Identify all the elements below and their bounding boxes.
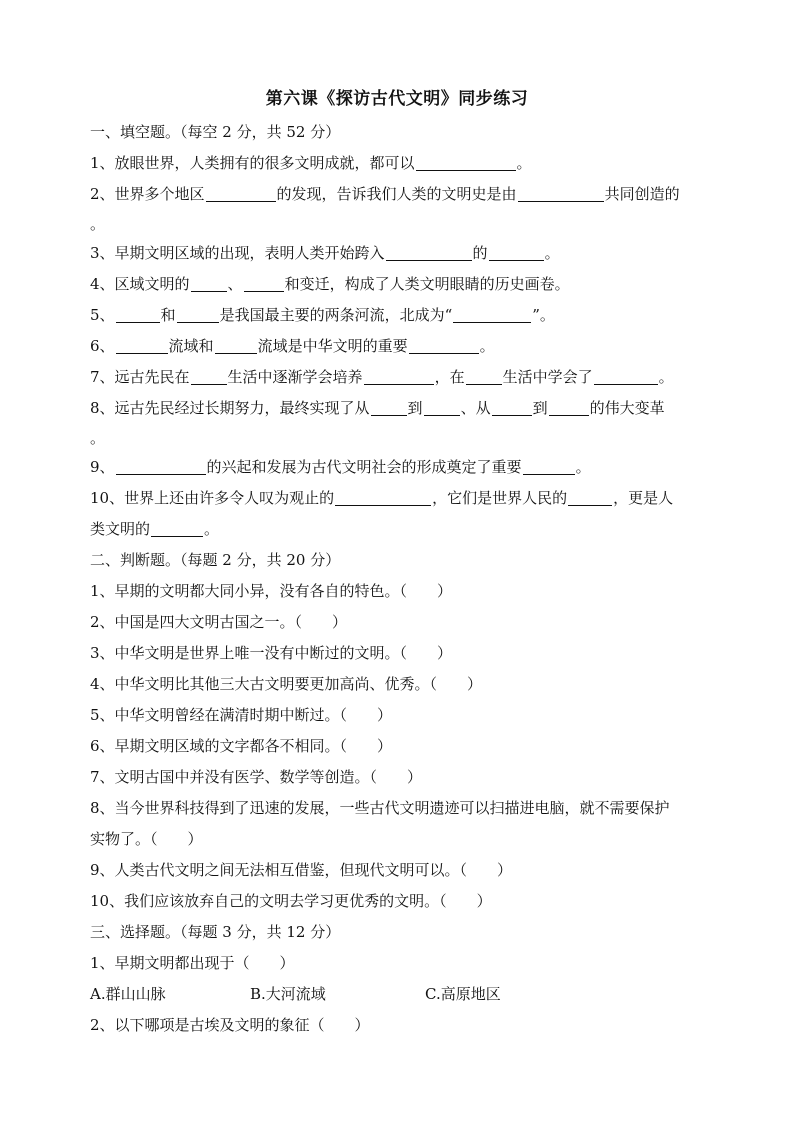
blank[interactable] [206, 186, 276, 202]
blank[interactable] [594, 369, 658, 385]
judge-question-5: 5、中华文明曾经在满清时期中断过。（ ） [90, 706, 393, 724]
judge-question-8-cont: 实物了。（ ） [90, 830, 203, 848]
fill-question-2: 2、世界多个地区 的发现，告诉我们人类的文明史是由 共同创造的 [90, 185, 680, 203]
judge-question-3: 3、中华文明是世界上唯一没有中断过的文明。（ ） [90, 644, 453, 662]
choice-question-1-options [90, 979, 708, 1010]
fill-question-10-cont: 类文明的 。 [90, 520, 220, 538]
fill-question-6: 6、 流域和 流域是中华文明的重要 。 [90, 337, 495, 355]
option-b[interactable]: B.大河流域 [250, 985, 326, 1003]
blank[interactable] [489, 245, 544, 261]
option-a[interactable]: A.群山山脉 [90, 985, 166, 1003]
blank[interactable] [335, 490, 431, 506]
fill-question-8: 8、远古先民经过长期努力，最终实现了从 到 、从 到 的伟大变革 [90, 399, 665, 417]
fill-question-1: 1、放眼世界，人类拥有的很多文明成就，都可以 。 [90, 154, 532, 172]
blank[interactable] [244, 276, 284, 292]
blank[interactable] [151, 521, 203, 537]
fill-question-3: 3、早期文明区域的出现，表明人类开始跨入 的 。 [90, 244, 560, 262]
blank[interactable] [364, 369, 434, 385]
blank[interactable] [409, 338, 479, 354]
fill-question-7: 7、远古先民在 生活中逐渐学会培养 ，在 生活中学会了 。 [90, 368, 674, 386]
blank[interactable] [518, 186, 604, 202]
judge-question-6: 6、早期文明区域的文字都各不相同。（ ） [90, 737, 393, 755]
section-heading-fill-blank: 一、填空题。（每空 2 分，共 52 分） [90, 123, 341, 141]
judge-question-9: 9、人类古代文明之间无法相互借鉴，但现代文明可以。（ ） [90, 861, 513, 879]
judge-question-8: 8、当今世界科技得到了迅速的发展，一些古代文明遗迹可以扫描进电脑，就不需要保护 [90, 799, 670, 817]
blank[interactable] [466, 369, 502, 385]
fill-question-2-end: 。 [90, 215, 106, 233]
judge-question-4: 4、中华文明比其他三大古文明要更加高尚、优秀。（ ） [90, 675, 483, 693]
blank[interactable] [386, 245, 472, 261]
blank[interactable] [116, 338, 168, 354]
blank[interactable] [416, 155, 516, 171]
fill-question-9: 9、 的兴起和发展为古代文明社会的形成奠定了重要 。 [90, 458, 591, 476]
blank[interactable] [116, 459, 206, 475]
judge-question-2: 2、中国是四大文明古国之一。（ ） [90, 613, 348, 631]
blank[interactable] [191, 276, 227, 292]
blank[interactable] [492, 400, 532, 416]
fill-question-5: 5、 和 是我国最主要的两条河流，北成为“ ”。 [90, 306, 555, 324]
blank[interactable] [453, 307, 531, 323]
blank[interactable] [191, 369, 227, 385]
judge-question-7: 7、文明古国中并没有医学、数学等创造。（ ） [90, 768, 423, 786]
fill-question-8-end: 。 [90, 429, 106, 447]
section-heading-multiple-choice: 三、选择题。（每题 3 分，共 12 分） [90, 923, 341, 941]
blank[interactable] [116, 307, 160, 323]
blank[interactable] [523, 459, 575, 475]
blank[interactable] [177, 307, 219, 323]
judge-question-10: 10、我们应该放弃自己的文明去学习更优秀的文明。（ ） [90, 892, 492, 910]
option-c[interactable]: C.高原地区 [425, 985, 501, 1003]
page-title: 第六课《探访古代文明》同步练习 [265, 89, 529, 109]
blank[interactable] [568, 490, 612, 506]
choice-question-2: 2、以下哪项是古埃及文明的象征（ ） [90, 1016, 370, 1034]
blank[interactable] [371, 400, 407, 416]
blank[interactable] [424, 400, 460, 416]
blank[interactable] [215, 338, 257, 354]
judge-question-1: 1、早期的文明都大同小异，没有各自的特色。（ ） [90, 582, 453, 600]
section-heading-true-false: 二、判断题。（每题 2 分，共 20 分） [90, 551, 341, 569]
fill-question-10: 10、世界上还由许多令人叹为观止的 ，它们是世界人民的 ，更是人 [90, 489, 674, 507]
fill-question-4: 4、区域文明的 、 和变迁，构成了人类文明眼睛的历史画卷。 [90, 275, 570, 293]
worksheet-content [90, 117, 708, 1041]
blank[interactable] [549, 400, 589, 416]
choice-question-1: 1、早期文明都出现于（ ） [90, 954, 295, 972]
